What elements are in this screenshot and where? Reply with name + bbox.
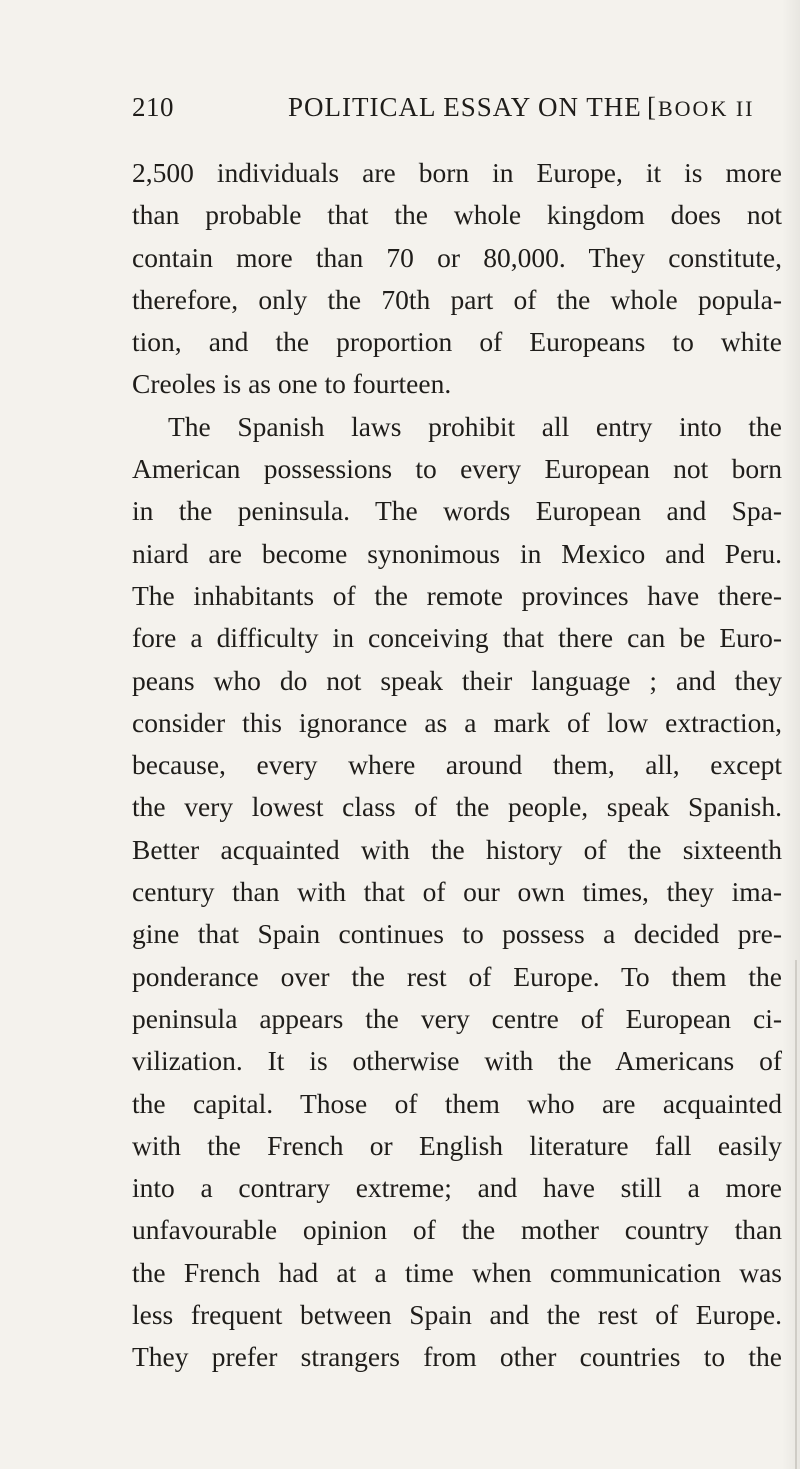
book-marker-bracket: [ [647,92,658,122]
paragraph-start-line: The Spanish laws prohibit all entry into the [168,410,782,442]
text-line: less frequent between Spain and the rest of Europe. [132,1299,782,1331]
text-line: therefore, only the 70th part of the whole popula- [132,283,782,315]
text-line: the very lowest class of the people, speak Spanish. [132,791,782,823]
text-line: the capital. Those of them who are acquainted [132,1087,782,1119]
page-header [132,92,782,132]
text-line: century than with that of our own times, they ima- [132,876,782,908]
text-line: 2,500 individuals are born in Europe, it is more [132,157,782,188]
book-marker [647,92,755,123]
page-number: 210 [132,92,174,122]
text-line: consider this ignorance as a mark of low extraction, [132,706,782,738]
text-line: fore a difficulty in conceiving that there can be Euro- [132,622,782,654]
page-edge-line [795,960,797,1469]
text-line: gine that Spain continues to possess a decided pre- [132,918,782,950]
text-line: than probable that the whole kingdom does not [132,199,782,231]
text-line: in the peninsula. The words European and Spa- [132,495,782,527]
text-line: peninsula appears the very centre of European ci- [132,1002,782,1034]
text-line: vilization. It is otherwise with the Americans of [132,1045,782,1077]
text-line: Creoles is as one to fourteen. [132,368,452,400]
text-line: with the French or English literature fall easily [132,1129,782,1161]
text-line: ponderance over the rest of Europe. To them the [132,960,782,992]
text-line: the French had at a time when communication was [132,1256,782,1288]
body-text [132,152,782,1379]
text-line: They prefer strangers from other countries to the [132,1341,782,1373]
page-edge-shadow [782,0,800,1469]
text-line: The inhabitants of the remote provinces have there- [132,579,782,611]
book-marker-label: BOOK II [658,96,755,121]
text-line: niard are become synonimous in Mexico and Peru. [132,537,782,569]
running-title: POLITICAL ESSAY ON THE [288,92,642,122]
text-line: Better acquainted with the history of the sixteenth [132,833,782,865]
text-line: peans who do not speak their language ; and they [132,664,782,696]
text-line: because, every where around them, all, except [132,749,782,781]
text-line: contain more than 70 or 80,000. They constitute, [132,241,782,273]
text-line: American possessions to every European not born [132,453,782,485]
text-line: unfavourable opinion of the mother country than [132,1214,782,1246]
text-line: tion, and the proportion of Europeans to white [132,326,782,358]
text-line: into a contrary extreme; and have still a more [132,1172,782,1204]
